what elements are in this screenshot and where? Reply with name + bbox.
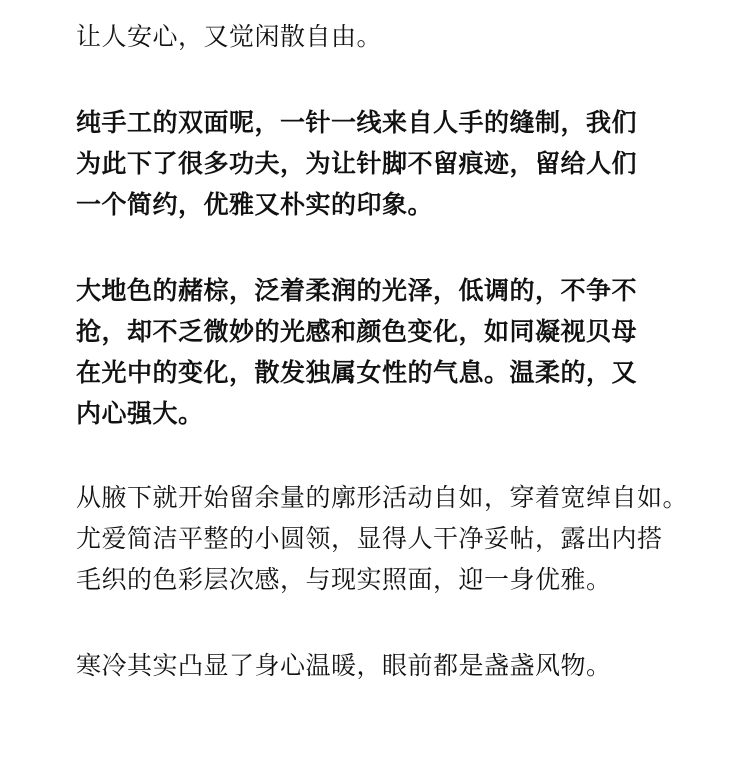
text-line: 内心强大。 <box>76 399 204 428</box>
text-line: 大地色的赭棕，泛着柔润的光泽，低调的，不争不 <box>76 276 638 305</box>
text-line: 尤爱简洁平整的小圆领，显得人干净妥帖，露出内搭 <box>76 524 663 553</box>
paragraph-3 <box>76 270 637 434</box>
text-line: 抢，却不乏微妙的光感和颜色变化，如同凝视贝母 <box>76 317 638 346</box>
paragraph-4 <box>76 477 688 600</box>
paragraph-2 <box>76 102 637 225</box>
paragraph-1 <box>76 16 382 57</box>
text-line: 毛织的色彩层次感，与现实照面，迎一身优雅。 <box>76 565 612 594</box>
paragraph-5 <box>76 645 612 686</box>
text-line: 从腋下就开始留余量的廓形活动自如，穿着宽绰自如。 <box>76 483 689 512</box>
text-line: 为此下了很多功夫，为让针脚不留痕迹，留给人们 <box>76 149 638 178</box>
text-line: 在光中的变化，散发独属女性的气息。温柔的，又 <box>76 358 638 387</box>
text-line: 寒冷其实凸显了身心温暖，眼前都是盏盏风物。 <box>76 651 612 680</box>
text-line: 一个简约，优雅又朴实的印象。 <box>76 190 434 219</box>
text-line: 让人安心，又觉闲散自由。 <box>76 22 383 51</box>
text-line: 纯手工的双面呢，一针一线来自人手的缝制，我们 <box>76 108 638 137</box>
